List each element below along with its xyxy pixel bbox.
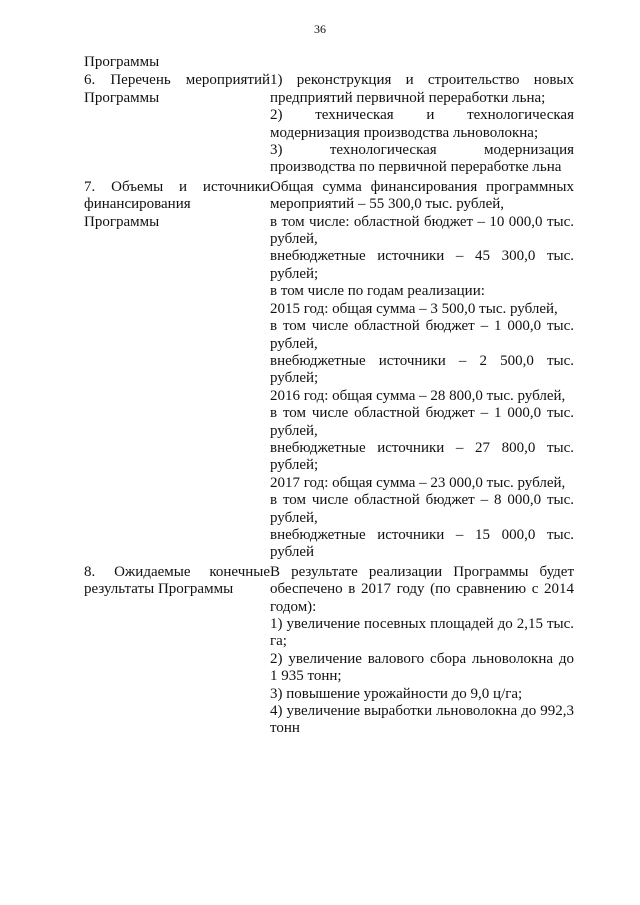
row-6-label-line-1: 6. Перечень мероприятий [84, 72, 270, 89]
row-7-label-line-2: финансирования [84, 196, 191, 213]
row-7-item-2: в том числе: областной бюджет – 10 000,0 тыс. рублей, [270, 213, 574, 248]
row-8-item-1: В результате реализации Программы будет обеспечено в 2017 году (по сравнению с 2014 годом): [270, 563, 574, 615]
row-7-item-12: в том числе областной бюджет – 8 000,0 тыс. рублей, [270, 492, 574, 526]
row-7-content [270, 179, 574, 562]
row-7-item-5: 2015 год: общая сумма – 3 500,0 тыс. рублей, [270, 300, 558, 317]
row-7-item-10: внебюджетные источники – 27 800,0 тыс. рублей; [270, 439, 574, 474]
row-8-item-4: 3) повышение урожайности до 9,0 ц/га; [270, 685, 523, 702]
row-7-label-line-3: Программы [84, 213, 160, 230]
table-row-8 [84, 564, 574, 738]
row-8-label [84, 564, 270, 738]
row-7-item-6: в том числе областной бюджет – 1 000,0 тыс. рублей, [270, 318, 574, 352]
row-6-content [270, 72, 574, 176]
row-8-item-2: 1) увеличение посевных площадей до 2,15 тыс. га; [270, 616, 574, 650]
row-7-item-3: внебюджетные источники – 45 300,0 тыс. рублей; [270, 248, 574, 282]
row-7-item-8: 2016 год: общая сумма – 28 800,0 тыс. рублей, [270, 387, 566, 404]
row-7-item-13: внебюджетные источники – 15 000,0 тыс. рублей [270, 526, 574, 561]
row-8-content [270, 564, 574, 738]
row-6-label [84, 72, 270, 176]
row-7-item-1: Общая сумма финансирования программных мероприятий – 55 300,0 тыс. рублей, [270, 178, 574, 213]
table-row-6 [84, 72, 574, 176]
row-7-label-line-1: 7. Объемы и источники [84, 178, 270, 195]
passport-table [84, 54, 574, 740]
row-7-item-4: в том числе по годам реализации: [270, 283, 485, 300]
row-8-label-line-1: 8. Ожидаемые конечные [84, 563, 270, 580]
row-6-label-line-2: Программы [84, 89, 160, 106]
row-8-item-3: 2) увеличение валового сбора льноволокна до 1 935 тонн; [270, 650, 574, 685]
carry-over-label: Программы [84, 54, 160, 70]
row-7-item-7: внебюджетные источники – 2 500,0 тыс. рублей; [270, 352, 574, 387]
row-6-item-1: 1) реконструкция и строительство новых предприятий первичной переработки льна; [270, 72, 574, 106]
row-7-item-9: в том числе областной бюджет – 1 000,0 тыс. рублей, [270, 405, 574, 439]
row-6-item-3: 3) технологическая модернизация производства по первичной переработке льна [270, 142, 574, 176]
table-row-7 [84, 179, 574, 562]
page-number: 36 [314, 22, 326, 36]
row-8-label-line-2: результаты Программы [84, 581, 234, 598]
row-7-label [84, 179, 270, 562]
row-7-item-11: 2017 год: общая сумма – 23 000,0 тыс. рублей, [270, 474, 566, 491]
row-6-item-2: 2) техническая и технологическая модернизация производства льноволокна; [270, 107, 574, 141]
row-8-item-5: 4) увеличение выработки льноволокна до 992,3 тонн [270, 703, 574, 737]
